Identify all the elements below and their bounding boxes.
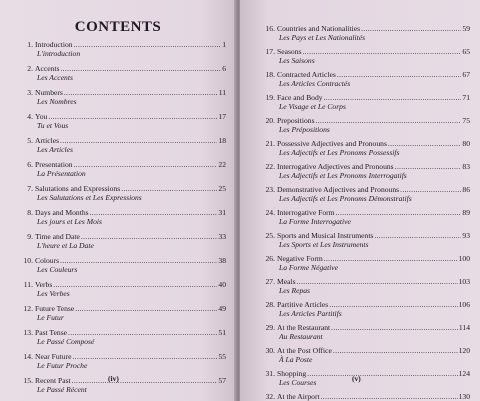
toc-entry-line	[18, 352, 226, 361]
toc-entry	[260, 323, 470, 346]
chapter-number: 2.	[27, 64, 33, 73]
toc-entry-line	[18, 328, 226, 337]
chapter-number: 10.	[23, 256, 33, 265]
dot-leader	[60, 256, 217, 265]
page-number: 1	[222, 40, 226, 49]
toc-entry-line	[260, 208, 470, 217]
dot-leader	[60, 64, 221, 73]
toc-entry-line	[260, 70, 470, 79]
toc-entry-line	[260, 300, 470, 309]
chapter-number: 27.	[265, 277, 275, 286]
page-number: 80	[462, 139, 470, 148]
toc-entry	[18, 160, 226, 184]
toc-entry-line	[260, 24, 470, 33]
page-number: 22	[218, 160, 226, 169]
toc-entry-line	[18, 304, 226, 313]
chapter-number: 13.	[23, 328, 33, 337]
toc-entry-line	[260, 254, 470, 263]
chapter-number: 17.	[265, 47, 275, 56]
dot-leader	[400, 185, 461, 194]
page-number: 6	[222, 64, 226, 73]
dot-leader	[302, 47, 461, 56]
dot-leader	[337, 70, 462, 79]
dot-leader	[361, 24, 461, 33]
page-number: 67	[462, 70, 470, 79]
dot-leader	[121, 184, 217, 193]
page-folio-left: (iv)	[108, 374, 119, 383]
chapter-title-french: Les Adjectifs et Les Pronoms Possessifs	[279, 148, 400, 157]
chapter-title-french: La Forme Négative	[279, 263, 339, 272]
chapter-number: 28.	[265, 300, 275, 309]
toc-entry-line	[260, 185, 470, 194]
chapter-title: Verbs	[35, 280, 53, 289]
chapter-title-french: L'heure et La Date	[37, 241, 94, 250]
chapter-title-french: Les Verbes	[37, 289, 70, 298]
left-page	[0, 0, 236, 401]
page-number: 17	[218, 112, 226, 121]
dot-leader	[388, 139, 462, 148]
chapter-title-french: À La Poste	[279, 355, 313, 364]
dot-leader	[336, 208, 462, 217]
toc-entry	[18, 64, 226, 88]
toc-entry-line	[18, 40, 226, 49]
toc-entry	[260, 208, 470, 231]
toc-entry	[18, 256, 226, 280]
dot-leader	[329, 300, 457, 309]
chapter-title-french: L'introduction	[37, 49, 81, 58]
toc-entry	[260, 93, 470, 116]
page-number: 100	[458, 254, 470, 263]
toc-entry	[260, 24, 470, 47]
chapter-title: Recent Past	[35, 376, 71, 385]
chapter-title: Possessive Adjectives and Pronouns	[277, 139, 387, 148]
chapter-title: You	[35, 112, 48, 121]
dot-leader	[75, 304, 217, 313]
chapter-title: Countries and Nationalities	[277, 24, 361, 33]
chapter-number: 5.	[27, 136, 33, 145]
chapter-title-french: Les Articles Partitifs	[279, 309, 342, 318]
chapter-title: Time and Date	[35, 232, 80, 241]
dot-leader	[64, 88, 218, 97]
chapter-title: Past Tense	[35, 328, 68, 337]
toc-entry-line	[260, 231, 470, 240]
page-number: 106	[458, 300, 470, 309]
toc-entry-line	[18, 136, 226, 145]
toc-entry-line	[18, 160, 226, 169]
toc-entry	[18, 232, 226, 256]
page-number: 59	[462, 24, 470, 33]
toc-entry	[18, 88, 226, 112]
chapter-title-french: Le Futur	[37, 313, 64, 322]
toc-entry-line	[18, 184, 226, 193]
chapter-number: 12.	[23, 304, 33, 313]
dot-leader	[74, 40, 222, 49]
toc-entry-line	[18, 376, 226, 385]
chapter-title: Partitive Articles	[277, 300, 329, 309]
chapter-title-french: Les Courses	[279, 378, 317, 387]
toc-entry	[18, 352, 226, 376]
toc-entry-line	[18, 88, 226, 97]
chapter-number: 9.	[27, 232, 33, 241]
chapter-title-french: Les Adjectifs et Les Pronoms Démonstratifs	[279, 194, 412, 203]
chapter-number: 21.	[265, 139, 275, 148]
chapter-number: 18.	[265, 70, 275, 79]
chapter-number: 8.	[27, 208, 33, 217]
toc-entry	[260, 162, 470, 185]
chapter-number: 16.	[265, 24, 275, 33]
chapter-title: At the Restaurant	[277, 323, 331, 332]
contents-list-left	[18, 40, 226, 400]
dot-leader	[72, 352, 217, 361]
dot-leader	[316, 116, 462, 125]
toc-entry-line	[18, 208, 226, 217]
chapter-title-french: Les Articles	[37, 145, 73, 154]
chapter-title-french: Les Repas	[279, 286, 311, 295]
toc-entry	[260, 139, 470, 162]
chapter-number: 6.	[27, 160, 33, 169]
chapter-title-french: Les Saisons	[279, 56, 315, 65]
page-folio-right: (v)	[352, 374, 361, 383]
dot-leader	[72, 376, 218, 385]
toc-entry	[260, 70, 470, 93]
page-number: 75	[462, 116, 470, 125]
chapter-title: Seasons	[277, 47, 302, 56]
toc-entry-line	[260, 47, 470, 56]
dot-leader	[53, 280, 217, 289]
chapter-title: Interrogative Form	[277, 208, 335, 217]
chapter-number: 19.	[265, 93, 275, 102]
page-number: 124	[458, 369, 470, 378]
dot-leader	[297, 277, 458, 286]
chapter-number: 1.	[27, 40, 33, 49]
dot-leader	[48, 112, 217, 121]
chapter-number: 20.	[265, 116, 275, 125]
page-number: 38	[218, 256, 226, 265]
chapter-title-french: Les Couleurs	[37, 265, 78, 274]
toc-entry-line	[260, 277, 470, 286]
chapter-number: 32.	[265, 392, 275, 401]
chapter-number: 14.	[23, 352, 33, 361]
dot-leader	[324, 254, 458, 263]
contents-list-right	[260, 24, 470, 401]
chapter-title: Near Future	[35, 352, 72, 361]
chapter-number: 23.	[265, 185, 275, 194]
toc-entry-line	[18, 256, 226, 265]
dot-leader	[395, 162, 462, 171]
chapter-title: Days and Months	[35, 208, 89, 217]
dot-leader	[68, 328, 217, 337]
page-title: CONTENTS	[74, 19, 162, 35]
chapter-number: 31.	[265, 369, 275, 378]
page-number: 31	[218, 208, 226, 217]
toc-entry	[18, 328, 226, 352]
page-number: 11	[218, 88, 226, 97]
toc-entry	[260, 277, 470, 300]
page-number: 33	[218, 232, 226, 241]
chapter-title-french: Tu et Vous	[37, 121, 69, 130]
toc-entry	[260, 300, 470, 323]
dot-leader	[331, 323, 458, 332]
toc-entry-line	[18, 64, 226, 73]
chapter-title-french: La Forme Interrogative	[279, 217, 351, 226]
chapter-title: Contracted Articles	[277, 70, 336, 79]
toc-entry	[18, 40, 226, 64]
chapter-title-french: Le Passé Composé	[37, 337, 95, 346]
toc-entry-line	[260, 369, 470, 378]
chapter-title: At the Post Office	[277, 346, 332, 355]
page-number: 120	[458, 346, 470, 355]
toc-entry-line	[260, 346, 470, 355]
chapter-title: Salutations and Expressions	[35, 184, 121, 193]
chapter-title: Shopping	[277, 369, 307, 378]
page-number: 40	[218, 280, 226, 289]
page-number: 93	[462, 231, 470, 240]
toc-entry-line	[18, 112, 226, 121]
dot-leader	[60, 136, 217, 145]
toc-entry	[260, 47, 470, 70]
page-number: 65	[462, 47, 470, 56]
right-page	[240, 0, 480, 401]
chapter-title-french: Les Accents	[37, 73, 73, 82]
chapter-title: Face and Body	[277, 93, 323, 102]
toc-entry	[18, 112, 226, 136]
toc-entry	[18, 208, 226, 232]
page-number: 130	[458, 392, 470, 401]
chapter-number: 26.	[265, 254, 275, 263]
chapter-title: At the Airport	[277, 392, 320, 401]
chapter-number: 25.	[265, 231, 275, 240]
toc-entry	[18, 280, 226, 304]
chapter-number: 30.	[265, 346, 275, 355]
chapter-title-french: Le Passé Récent	[37, 385, 87, 394]
chapter-title: Accents	[35, 64, 60, 73]
page-number: 18	[218, 136, 226, 145]
chapter-title: Negative Form	[277, 254, 323, 263]
dot-leader	[74, 160, 218, 169]
chapter-title: Numbers	[35, 88, 63, 97]
chapter-title-french: Les Salutations et Les Expressions	[37, 193, 142, 202]
chapter-title-french: Au Restaurant	[279, 332, 323, 341]
chapter-title-french: Les Pays et Les Nationalités	[279, 33, 366, 42]
toc-entry	[18, 304, 226, 328]
chapter-number: 15.	[23, 376, 33, 385]
page-number: 86	[462, 185, 470, 194]
toc-entry	[260, 185, 470, 208]
chapter-title: Colours	[35, 256, 60, 265]
dot-leader	[333, 346, 458, 355]
chapter-title-french: Les jours et Les Mois	[37, 217, 102, 226]
chapter-number: 11.	[23, 280, 33, 289]
toc-entry	[18, 376, 226, 400]
dot-leader	[307, 369, 457, 378]
toc-entry	[18, 184, 226, 208]
chapter-title-french: Les Nombres	[37, 97, 77, 106]
page-number: 114	[458, 323, 470, 332]
chapter-title: Interrogative Adjectives and Pronouns	[277, 162, 394, 171]
dot-leader	[81, 232, 218, 241]
toc-entry-line	[260, 116, 470, 125]
toc-entry-line	[260, 139, 470, 148]
toc-entry-line	[18, 232, 226, 241]
chapter-title-french: Le Visage et Le Corps	[279, 102, 346, 111]
chapter-number: 3.	[27, 88, 33, 97]
toc-entry	[260, 346, 470, 369]
page-number: 71	[462, 93, 470, 102]
chapter-number: 24.	[265, 208, 275, 217]
toc-entry	[260, 231, 470, 254]
chapter-number: 29.	[265, 323, 275, 332]
page-number: 103	[458, 277, 470, 286]
chapter-title: Articles	[35, 136, 60, 145]
chapter-number: 22.	[265, 162, 275, 171]
toc-entry	[260, 116, 470, 139]
toc-entry	[260, 369, 470, 392]
page-number: 51	[218, 328, 226, 337]
page-number: 57	[218, 376, 226, 385]
toc-entry	[260, 392, 470, 401]
chapter-title-french: Le Futur Proche	[37, 361, 88, 370]
toc-entry	[260, 254, 470, 277]
chapter-number: 7.	[27, 184, 33, 193]
dot-leader	[324, 93, 462, 102]
chapter-title: Sports and Musical Instruments	[277, 231, 374, 240]
chapter-title: Future Tense	[35, 304, 75, 313]
chapter-title-french: Les Adjectifs et Les Pronoms Interrogatifs	[279, 171, 407, 180]
dot-leader	[321, 392, 458, 401]
chapter-title-french: Les Prépositions	[279, 125, 330, 134]
page-number: 89	[462, 208, 470, 217]
toc-entry-line	[18, 280, 226, 289]
page-number: 83	[462, 162, 470, 171]
chapter-title: Prepositions	[277, 116, 315, 125]
page-number: 25	[218, 184, 226, 193]
page-number: 49	[218, 304, 226, 313]
chapter-title: Meals	[277, 277, 296, 286]
chapter-title-french: Les Articles Contractés	[279, 79, 351, 88]
toc-entry	[18, 136, 226, 160]
toc-entry-line	[260, 93, 470, 102]
chapter-title: Presentation	[35, 160, 73, 169]
chapter-number: 4.	[27, 112, 33, 121]
chapter-title: Introduction	[35, 40, 73, 49]
toc-entry-line	[260, 392, 470, 401]
chapter-title-french: La Présentation	[37, 169, 86, 178]
page-number: 55	[218, 352, 226, 361]
chapter-title: Demonstrative Adjectives and Pronouns	[277, 185, 400, 194]
dot-leader	[90, 208, 218, 217]
chapter-title-french: Les Sports et Les Instruments	[279, 240, 369, 249]
toc-entry-line	[260, 162, 470, 171]
toc-entry-line	[260, 323, 470, 332]
dot-leader	[374, 231, 461, 240]
